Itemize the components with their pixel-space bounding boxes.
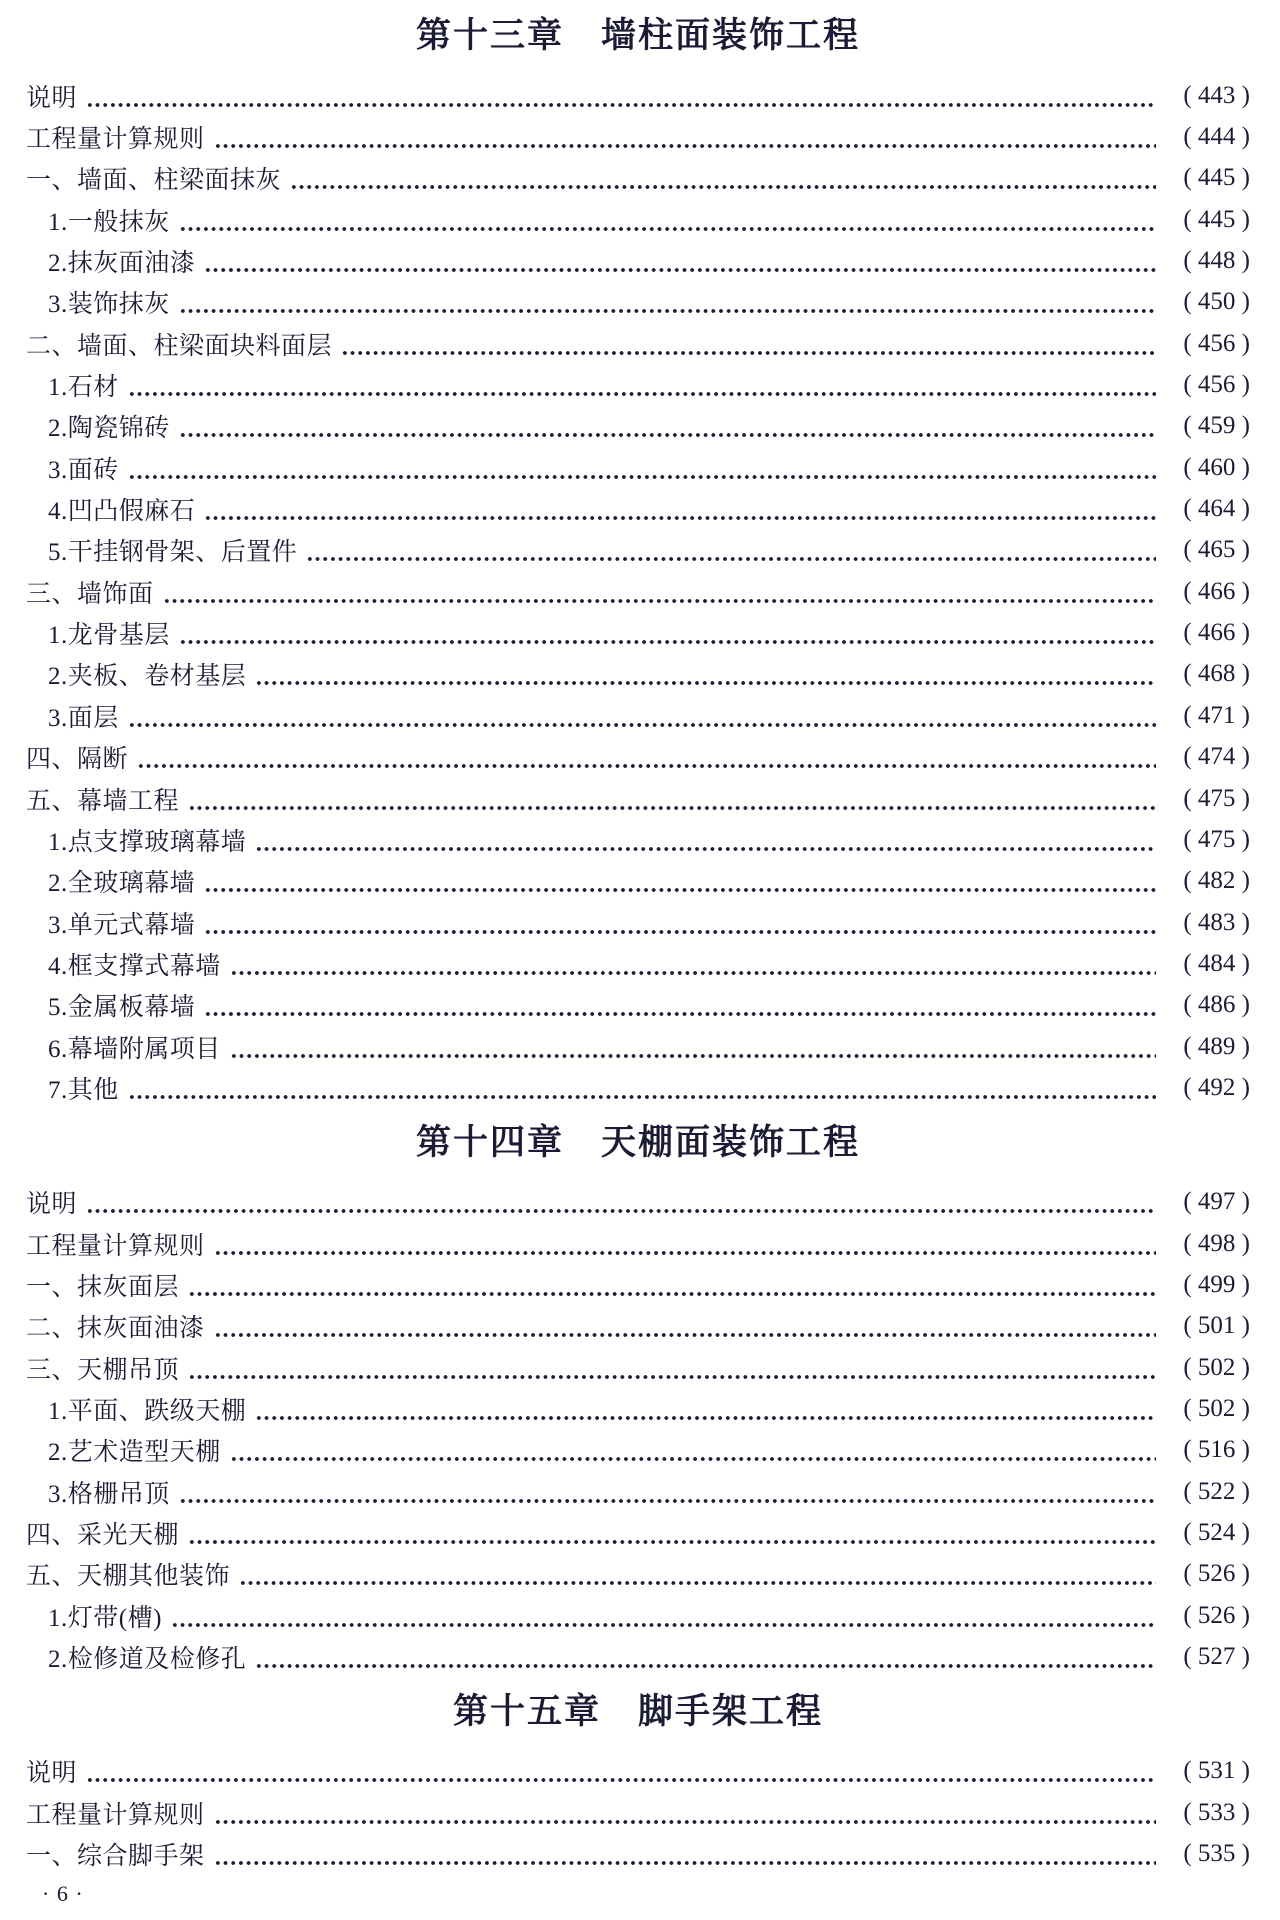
- dotted-leader: [137, 737, 1156, 778]
- dotted-leader: [214, 1306, 1156, 1347]
- toc-entry-label: 1.一般抹灰: [48, 208, 170, 236]
- dotted-leader: [204, 240, 1156, 281]
- chapter-section: [26, 1692, 1250, 1875]
- toc-entry-page: ( 526 ): [1183, 1601, 1250, 1629]
- dotted-leader: [255, 1636, 1156, 1677]
- chapter-title: 第十三章 墙柱面装饰工程: [415, 16, 860, 55]
- toc-entry: [26, 158, 1250, 199]
- toc-entry-page: ( 497 ): [1183, 1188, 1250, 1216]
- toc-entry-page: ( 456 ): [1183, 329, 1250, 357]
- toc-entry-label: 2.抹灰面油漆: [48, 250, 196, 278]
- dotted-leader: [188, 1347, 1156, 1388]
- toc-entry: [26, 1792, 1250, 1833]
- toc-entry-page: ( 516 ): [1183, 1436, 1250, 1464]
- toc-entry-label: 工程量计算规则: [26, 126, 205, 154]
- toc-entry-label: 2.夹板、卷材基层: [48, 663, 247, 691]
- dotted-leader: [128, 695, 1156, 736]
- toc-entry-page: ( 482 ): [1183, 867, 1250, 895]
- toc-entry-label: 7.其他: [48, 1076, 119, 1104]
- dotted-leader: [290, 158, 1156, 199]
- toc-entry-page: ( 464 ): [1183, 495, 1250, 523]
- toc-entry: [26, 985, 1250, 1026]
- dotted-leader: [214, 116, 1156, 157]
- toc-entry-page: ( 450 ): [1183, 288, 1250, 316]
- toc-entry: [26, 1347, 1250, 1388]
- dotted-leader: [163, 571, 1156, 612]
- toc-entry-label: 1.灯带(槽): [48, 1604, 162, 1632]
- toc-entry-label: 1.石材: [48, 374, 119, 402]
- toc-entry: [26, 364, 1250, 405]
- toc-entry: [26, 1430, 1250, 1471]
- toc-entry-label: 3.格栅吊顶: [48, 1480, 170, 1508]
- dotted-leader: [255, 819, 1156, 860]
- dotted-leader: [214, 1833, 1156, 1874]
- toc-entry: [26, 1471, 1250, 1512]
- toc-entry-page: ( 492 ): [1183, 1073, 1250, 1101]
- toc-entry-page: ( 527 ): [1183, 1643, 1250, 1671]
- toc-entry-page: ( 471 ): [1183, 701, 1250, 729]
- toc-entry-label: 4.凹凸假麻石: [48, 498, 196, 526]
- toc-entry-label: 3.单元式幕墙: [48, 911, 196, 939]
- toc-entry-label: 说明: [26, 1191, 78, 1219]
- toc-entry: [26, 240, 1250, 281]
- toc-entry-label: 四、采光天棚: [26, 1522, 180, 1550]
- toc-entry-page: ( 456 ): [1183, 371, 1250, 399]
- toc-entry-label: 四、隔断: [26, 746, 129, 774]
- dotted-leader: [204, 902, 1156, 943]
- toc-entry-label: 5.干挂钢骨架、后置件: [48, 539, 298, 567]
- toc-entry-label: 工程量计算规则: [26, 1232, 205, 1260]
- toc-entry: [26, 1833, 1250, 1874]
- toc-entry-label: 1.平面、跌级天棚: [48, 1397, 247, 1425]
- toc-entry-page: ( 474 ): [1183, 743, 1250, 771]
- toc-entry: [26, 778, 1250, 819]
- toc-entry: [26, 654, 1250, 695]
- dotted-leader: [204, 985, 1156, 1026]
- toc-entry-page: ( 499 ): [1183, 1270, 1250, 1298]
- toc-entry: [26, 1636, 1250, 1677]
- toc-entry-page: ( 484 ): [1183, 949, 1250, 977]
- toc-entry-label: 3.面层: [48, 704, 119, 732]
- dotted-leader: [214, 1223, 1156, 1264]
- toc-entry: [26, 1388, 1250, 1429]
- toc-entry-page: ( 445 ): [1183, 164, 1250, 192]
- chapter-entries: [26, 75, 1250, 1109]
- toc-entry-page: ( 486 ): [1183, 991, 1250, 1019]
- toc-entry-page: ( 460 ): [1183, 453, 1250, 481]
- toc-entry-page: ( 531 ): [1183, 1757, 1250, 1785]
- toc-entry: [26, 447, 1250, 488]
- chapter-section: [26, 1123, 1250, 1678]
- toc-entry: [26, 737, 1250, 778]
- dotted-leader: [86, 1751, 1156, 1792]
- dotted-leader: [171, 1595, 1156, 1636]
- toc-entry-page: ( 501 ): [1183, 1312, 1250, 1340]
- dotted-leader: [179, 612, 1156, 653]
- toc-entry-page: ( 466 ): [1183, 577, 1250, 605]
- toc-entry: [26, 612, 1250, 653]
- dotted-leader: [255, 654, 1156, 695]
- toc-entry-label: 2.陶瓷锦砖: [48, 415, 170, 443]
- dotted-leader: [86, 1182, 1156, 1223]
- toc-entry-label: 三、墙饰面: [26, 580, 154, 608]
- toc-entry: [26, 116, 1250, 157]
- toc-entry: [26, 1067, 1250, 1108]
- toc-entry: [26, 1223, 1250, 1264]
- toc-page: [26, 16, 1250, 1875]
- toc-entry: [26, 1264, 1250, 1305]
- toc-entry-label: 1.龙骨基层: [48, 622, 170, 650]
- dotted-leader: [188, 778, 1156, 819]
- chapter-title: 第十五章 脚手架工程: [452, 1691, 823, 1731]
- dotted-leader: [230, 1026, 1156, 1067]
- toc-entry-label: 4.框支撑式幕墙: [48, 952, 221, 980]
- dotted-leader: [179, 199, 1156, 240]
- chapter-entries: [26, 1182, 1250, 1678]
- toc-entry-label: 说明: [26, 1760, 78, 1788]
- toc-entry-page: ( 448 ): [1183, 247, 1250, 275]
- toc-entry-page: ( 502 ): [1183, 1353, 1250, 1381]
- dotted-leader: [230, 1430, 1156, 1471]
- toc-entry-label: 一、综合脚手架: [26, 1843, 205, 1871]
- toc-entry-page: ( 524 ): [1183, 1519, 1250, 1547]
- toc-entry-page: ( 522 ): [1183, 1477, 1250, 1505]
- toc-entry-page: ( 466 ): [1183, 619, 1250, 647]
- toc-entry: [26, 282, 1250, 323]
- toc-entry: [26, 75, 1250, 116]
- toc-entry-label: 3.面砖: [48, 456, 119, 484]
- toc-entry-label: 2.艺术造型天棚: [48, 1439, 221, 1467]
- dotted-leader: [230, 943, 1156, 984]
- toc-entry-page: ( 526 ): [1183, 1560, 1250, 1588]
- dotted-leader: [306, 530, 1156, 571]
- toc-entry: [26, 1751, 1250, 1792]
- toc-entry: [26, 406, 1250, 447]
- toc-entry: [26, 819, 1250, 860]
- toc-entry-label: 说明: [26, 84, 78, 112]
- toc-entry-label: 五、幕墙工程: [26, 787, 180, 815]
- dotted-leader: [86, 75, 1156, 116]
- toc-entry-label: 工程量计算规则: [26, 1801, 205, 1829]
- toc-entry: [26, 1026, 1250, 1067]
- toc-entry: [26, 695, 1250, 736]
- toc-entry-label: 1.点支撑玻璃幕墙: [48, 828, 247, 856]
- dotted-leader: [128, 1067, 1156, 1108]
- toc-entry: [26, 1182, 1250, 1223]
- toc-entry-page: ( 502 ): [1183, 1394, 1250, 1422]
- chapter-title: 第十四章 天棚面装饰工程: [415, 1122, 860, 1162]
- dotted-leader: [214, 1792, 1156, 1833]
- toc-entry-page: ( 533 ): [1183, 1798, 1250, 1826]
- toc-entry: [26, 488, 1250, 529]
- toc-entry: [26, 571, 1250, 612]
- dotted-leader: [204, 488, 1156, 529]
- dotted-leader: [179, 282, 1156, 323]
- dotted-leader: [204, 861, 1156, 902]
- toc-entry-label: 五、天棚其他装饰: [26, 1563, 231, 1591]
- dotted-leader: [128, 364, 1156, 405]
- dotted-leader: [188, 1512, 1156, 1553]
- toc-entry: [26, 199, 1250, 240]
- toc-entry-label: 2.全玻璃幕墙: [48, 870, 196, 898]
- toc-entry: [26, 902, 1250, 943]
- chapter-section: [26, 16, 1250, 1109]
- toc-entry-page: ( 459 ): [1183, 412, 1250, 440]
- dotted-leader: [179, 1471, 1156, 1512]
- toc-entry-page: ( 445 ): [1183, 205, 1250, 233]
- toc-entry-page: ( 475 ): [1183, 784, 1250, 812]
- toc-entry-page: ( 498 ): [1183, 1229, 1250, 1257]
- toc-entry: [26, 323, 1250, 364]
- toc-entry: [26, 1554, 1250, 1595]
- dotted-leader: [128, 447, 1156, 488]
- dotted-leader: [341, 323, 1156, 364]
- dotted-leader: [255, 1388, 1156, 1429]
- toc-entry-label: 3.装饰抹灰: [48, 291, 170, 319]
- chapter-entries: [26, 1751, 1250, 1875]
- toc-entry: [26, 530, 1250, 571]
- toc-entry-label: 一、墙面、柱梁面抹灰: [26, 167, 282, 195]
- toc-entry-page: ( 444 ): [1183, 123, 1250, 151]
- dotted-leader: [188, 1264, 1156, 1305]
- dotted-leader: [179, 406, 1156, 447]
- toc-entry: [26, 943, 1250, 984]
- toc-entry-page: ( 483 ): [1183, 908, 1250, 936]
- toc-entry: [26, 1512, 1250, 1553]
- toc-entry-label: 2.检修道及检修孔: [48, 1646, 247, 1674]
- toc-entry: [26, 861, 1250, 902]
- toc-entry-label: 三、天棚吊顶: [26, 1356, 180, 1384]
- toc-entry-page: ( 468 ): [1183, 660, 1250, 688]
- toc-entry-label: 6.幕墙附属项目: [48, 1035, 221, 1063]
- toc-entry-page: ( 465 ): [1183, 536, 1250, 564]
- toc-entry-label: 5.金属板幕墙: [48, 994, 196, 1022]
- toc-entry-page: ( 535 ): [1183, 1840, 1250, 1868]
- toc-entry-label: 一、抹灰面层: [26, 1273, 180, 1301]
- toc-entry-page: ( 443 ): [1183, 81, 1250, 109]
- toc-entry-page: ( 489 ): [1183, 1032, 1250, 1060]
- toc-entry: [26, 1595, 1250, 1636]
- toc-entry-label: 二、墙面、柱梁面块料面层: [26, 332, 333, 360]
- toc-entry: [26, 1306, 1250, 1347]
- toc-entry-page: ( 475 ): [1183, 825, 1250, 853]
- dotted-leader: [239, 1554, 1156, 1595]
- toc-entry-label: 二、抹灰面油漆: [26, 1315, 205, 1343]
- page-footer-number: · 6 ·: [42, 1880, 84, 1906]
